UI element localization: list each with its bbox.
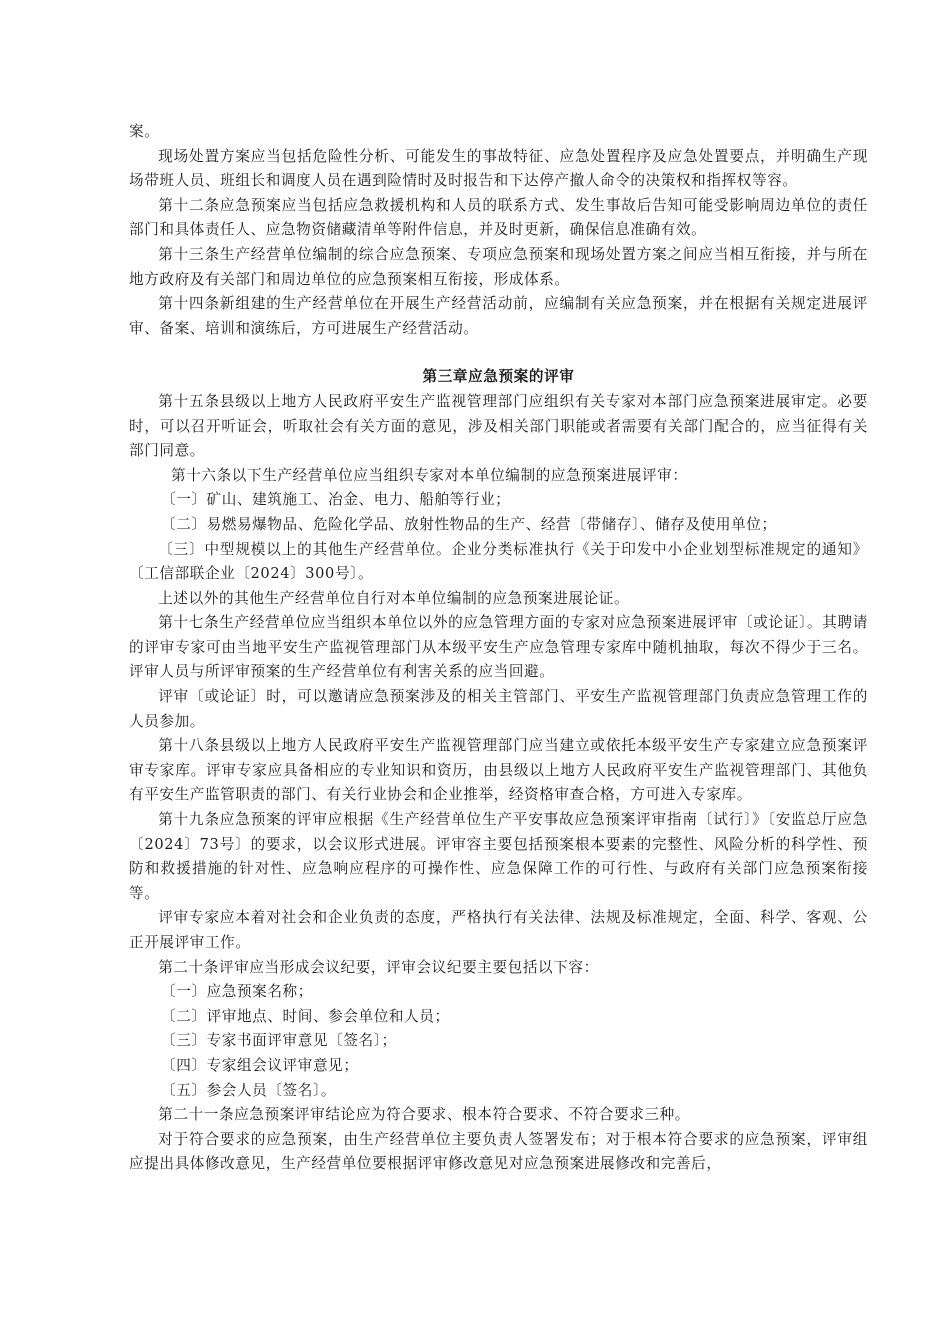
article-15: 第十五条县级以上地方人民政府平安生产监视管理部门应组织有关专家对本部门应急预案进展审定。必要时，可以召开听证会，听取社会有关方面的意见，涉及相关部门职能或者需要有关部门配合的，应当征得有关部门同意。 xyxy=(129,392,868,460)
article-20-item: 〔四〕专家组会议评审意见； xyxy=(161,1056,359,1074)
article-20-intro: 第二十条评审应当形成会议纪要，评审会议纪要主要包括以下容： xyxy=(158,958,599,976)
article-13: 第十三条生产经营单位编制的综合应急预案、专项应急预案和现场处置方案之间应当相互衔接，并与所在地方政府及有关部门和周边单位的应急预案相互衔接，形成体系。 xyxy=(129,245,868,288)
article-19: 第十九条应急预案的评审应根据《生产经营单位生产平安事故应急预案评审指南〔试行〕》〔安监总厅应急〔2024〕73号〕的要求，以会议形式进展。评审容主要包括预案根本要素的完整性、风险分析的科学性、预防和救援措施的针对性、应急响应程序的可操作性、应急保障工作的可行性、与政府有关部门应急预案衔接等。 xyxy=(129,811,868,902)
article-18: 第十八条县级以上地方人民政府平安生产监视管理部门应当建立或依托本级平安生产专家建立应急预案评审专家库。评审专家应具备相应的专业知识和资历，由县级以上地方人民政府平安生产监视管理部门、其他负有平安生产监管职责的部门、有关行业协会和企业推举，经资格审查合格，方可进入专家库。 xyxy=(129,737,868,804)
article-16-tail: 上述以外的其他生产经营单位自行对本单位编制的应急预案进展论证。 xyxy=(158,589,630,607)
article-16-item: 〔一〕矿山、建筑施工、冶金、电力、船舶等行业； xyxy=(161,491,511,509)
article-16-item: 〔三〕中型规模以上的其他生产经营单位。企业分类标准执行《关于印发中小企业划型标准规定的通知》〔工信部联企业〔2024〕300号〕。 xyxy=(129,540,868,583)
article-16-item: 〔二〕易燃易爆物品、危险化学品、放射性物品的生产、经营〔带储存〕、储存及使用单位； xyxy=(161,515,777,533)
article-12: 第十二条应急预案应当包括应急救援机构和人员的联系方式、发生事故后告知可能受影响周边单位的责任部门和具体责任人、应急物资储藏清单等附件信息，并及时更新，确保信息准确有效。 xyxy=(129,196,868,239)
article-21: 第二十一条应急预案评审结论应为符合要求、根本符合要求、不符合要求三种。 xyxy=(158,1106,690,1124)
chapter-title: 第三章应急预案的评审 xyxy=(422,368,575,386)
article-17: 第十七条生产经营单位应当组织本单位以外的应急管理方面的专家对应急预案进展评审〔或论证〕。其聘请的评审专家可由当地平安生产监视管理部门从本级平安生产应急管理专家库中随机抽取，每次不得少于三名。评审人员与所评审预案的生产经营单位有利害关系的应当回避。 xyxy=(129,614,868,681)
article-20-item: 〔五〕参会人员〔签名〕。 xyxy=(161,1081,337,1099)
article-20-item: 〔一〕应急预案名称； xyxy=(161,983,313,1001)
paragraph-continuation: 案。 xyxy=(129,123,160,140)
article-19-supplement: 评审专家应本着对社会和企业负责的态度，严格执行有关法律、法规及标准规定，全面、科学、客观、公正开展评审工作。 xyxy=(129,909,868,951)
article-17-supplement: 评审〔或论证〕时，可以邀请应急预案涉及的相关主管部门、平安生产监视管理部门负责应急管理工作的人员参加。 xyxy=(129,688,868,730)
paragraph-onsite-plan: 现场处置方案应当包括危险性分析、可能发生的事故特征、应急处置程序及应急处置要点，并明确生产现场带班人员、班组长和调度人员在遇到险情时及时报告和下达停产撤人命令的决策权和指挥权等容。 xyxy=(129,147,868,190)
article-20-item: 〔二〕评审地点、时间、参会单位和人员； xyxy=(161,1007,450,1025)
article-20-item: 〔三〕专家书面评审意见〔签名〕； xyxy=(161,1032,397,1050)
article-16-intro: 第十六条以下生产经营单位应当组织专家对本单位编制的应急预案进展评审： xyxy=(171,466,688,484)
article-14: 第十四条新组建的生产经营单位在开展生产经营活动前，应编制有关应急预案，并在根据有关规定进展评审、备案、培训和演练后，方可进展生产经营活动。 xyxy=(129,295,868,337)
article-21-supplement: 对于符合要求的应急预案，由生产经营单位主要负责人签署发布；对于根本符合要求的应急预案，评审组应提出具体修改意见，生产经营单位要根据评审修改意见对应急预案进展修改和完善后， xyxy=(129,1130,868,1173)
